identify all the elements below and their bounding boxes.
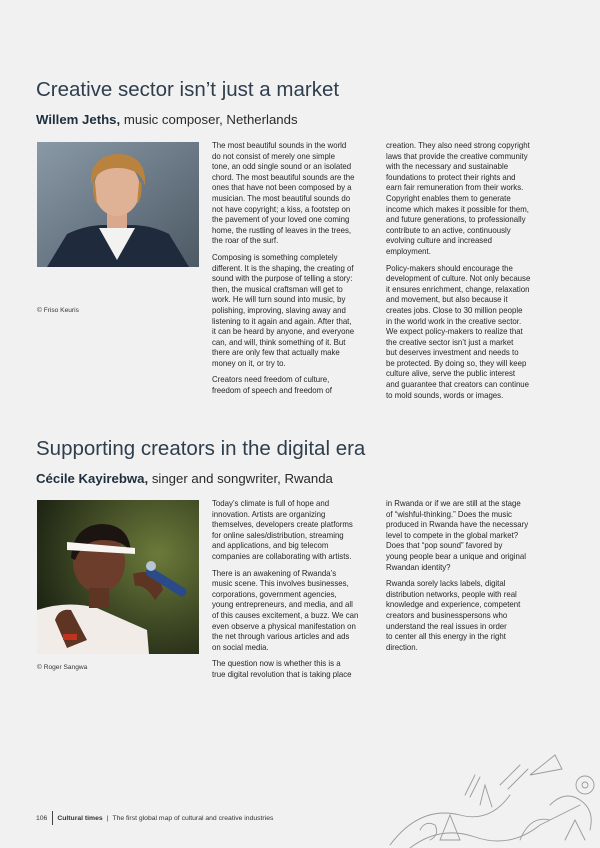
page-number: 106 xyxy=(36,814,48,822)
photo-credit: © Friso Keuris xyxy=(37,307,79,314)
author-role: music composer, Netherlands xyxy=(120,112,298,127)
author-name: Willem Jeths, xyxy=(36,112,121,127)
footer-separator: | xyxy=(106,814,109,822)
paragraph: Rwanda sorely lacks labels, digital distribution networks, people with real knowledge and experience, competent creators and businesspersons who understand the real issues in order to center all this energy in the right direction. xyxy=(386,579,521,652)
paragraph: The most beautiful sounds in the world do not consist of merely one simple tone, an odd single sound or an isolated chord. The most beautiful sounds are the ones that have not been composed by a musician. The most beautiful sounds do not have copyright; a kiss, a footstep on the pavement of your loved one coming home, the rustling of leaves in the trees, the roar of the surf. xyxy=(212,141,355,246)
paragraph: The question now is whether this is a true digital revolution that is taking place xyxy=(212,659,352,679)
paragraph: Composing is something completely different. It is the shaping, the creating of sound with the purpose of telling a story: then, the musical craftsman will get to work. He will turn sound into music, by polishing, improving, slaving away and listening to it again and again. After that, it can be heard by anyone, and everyone can, and will, think something of it. But there are only few that actually make money on it, or try to. xyxy=(212,252,355,368)
portrait-illustration xyxy=(37,142,199,267)
paragraph: Policy-makers should encourage the development of culture. Not only because it ensures enrichment, change, relaxation and movement, but also because it creates jobs. Close to 30 million people in the world work in the creative sector. We expect policy-makers to realize that the creative sector isn’t just a market but deserves investment and needs to be protected. By doing so, they will keep culture alive, serve the public interest and guarantee that creators can continue to mold sounds, words or images. xyxy=(386,263,531,400)
publication-name: Cultural times xyxy=(57,814,103,822)
portrait-illustration xyxy=(37,500,199,654)
author-byline xyxy=(36,471,333,486)
article-column-2 xyxy=(386,499,566,653)
paragraph: There is an awakening of Rwanda’s music scene. This involves businesses, corporations, government agencies, young entrepreneurs, and media, and all of this causes excitement, a buzz. We can even observe a physical manifestation on the net through various articles and ads on social media. xyxy=(212,568,359,652)
footer-divider xyxy=(52,811,53,825)
paragraph: in Rwanda or if we are still at the stage of “wishful-thinking.” Does the music produced in Rwanda have the necessary level to compete in the global market? Does that “pop sound” favored by young people bear a unique and original Rwandan identity? xyxy=(386,499,529,572)
section-heading-creative-sector: Creative sector isn’t just a market xyxy=(36,78,340,101)
paragraph: creation. They also need strong copyright laws that provide the creative community with the necessary and sustainable foundations to protect their rights and earn fair remuneration from their works. Copyright enables them to generate income which makes it possible for them, and future generations, to professionally contribute to an active, continuously evolving culture and increased employment. xyxy=(386,141,530,256)
publication-subtitle: The first global map of cultural and creative industries xyxy=(112,814,274,822)
paragraph: Creators need freedom of culture, freedom of speech and freedom of xyxy=(212,375,332,396)
author-photo-willem-jeths xyxy=(37,142,199,267)
paragraph: Today’s climate is full of hope and innovation. Artists are organizing themselves, developers create platforms for online sales/distribution, streaming and applications, and big telecom companies are collaborating with artists. xyxy=(212,499,353,561)
article-column-1 xyxy=(212,499,380,681)
author-photo-cecile-kayirebwa xyxy=(37,500,199,654)
author-byline xyxy=(36,112,298,127)
section-heading-supporting-creators: Supporting creators in the digital era xyxy=(36,437,366,460)
author-role: singer and songwriter, Rwanda xyxy=(148,471,333,486)
photo-credit: © Roger Sangwa xyxy=(37,664,88,671)
article-column-2 xyxy=(386,141,566,401)
author-name: Cécile Kayirebwa, xyxy=(36,471,149,486)
doodle-illustration xyxy=(380,745,600,848)
page-footer xyxy=(36,810,273,826)
article-column-1 xyxy=(212,141,380,397)
